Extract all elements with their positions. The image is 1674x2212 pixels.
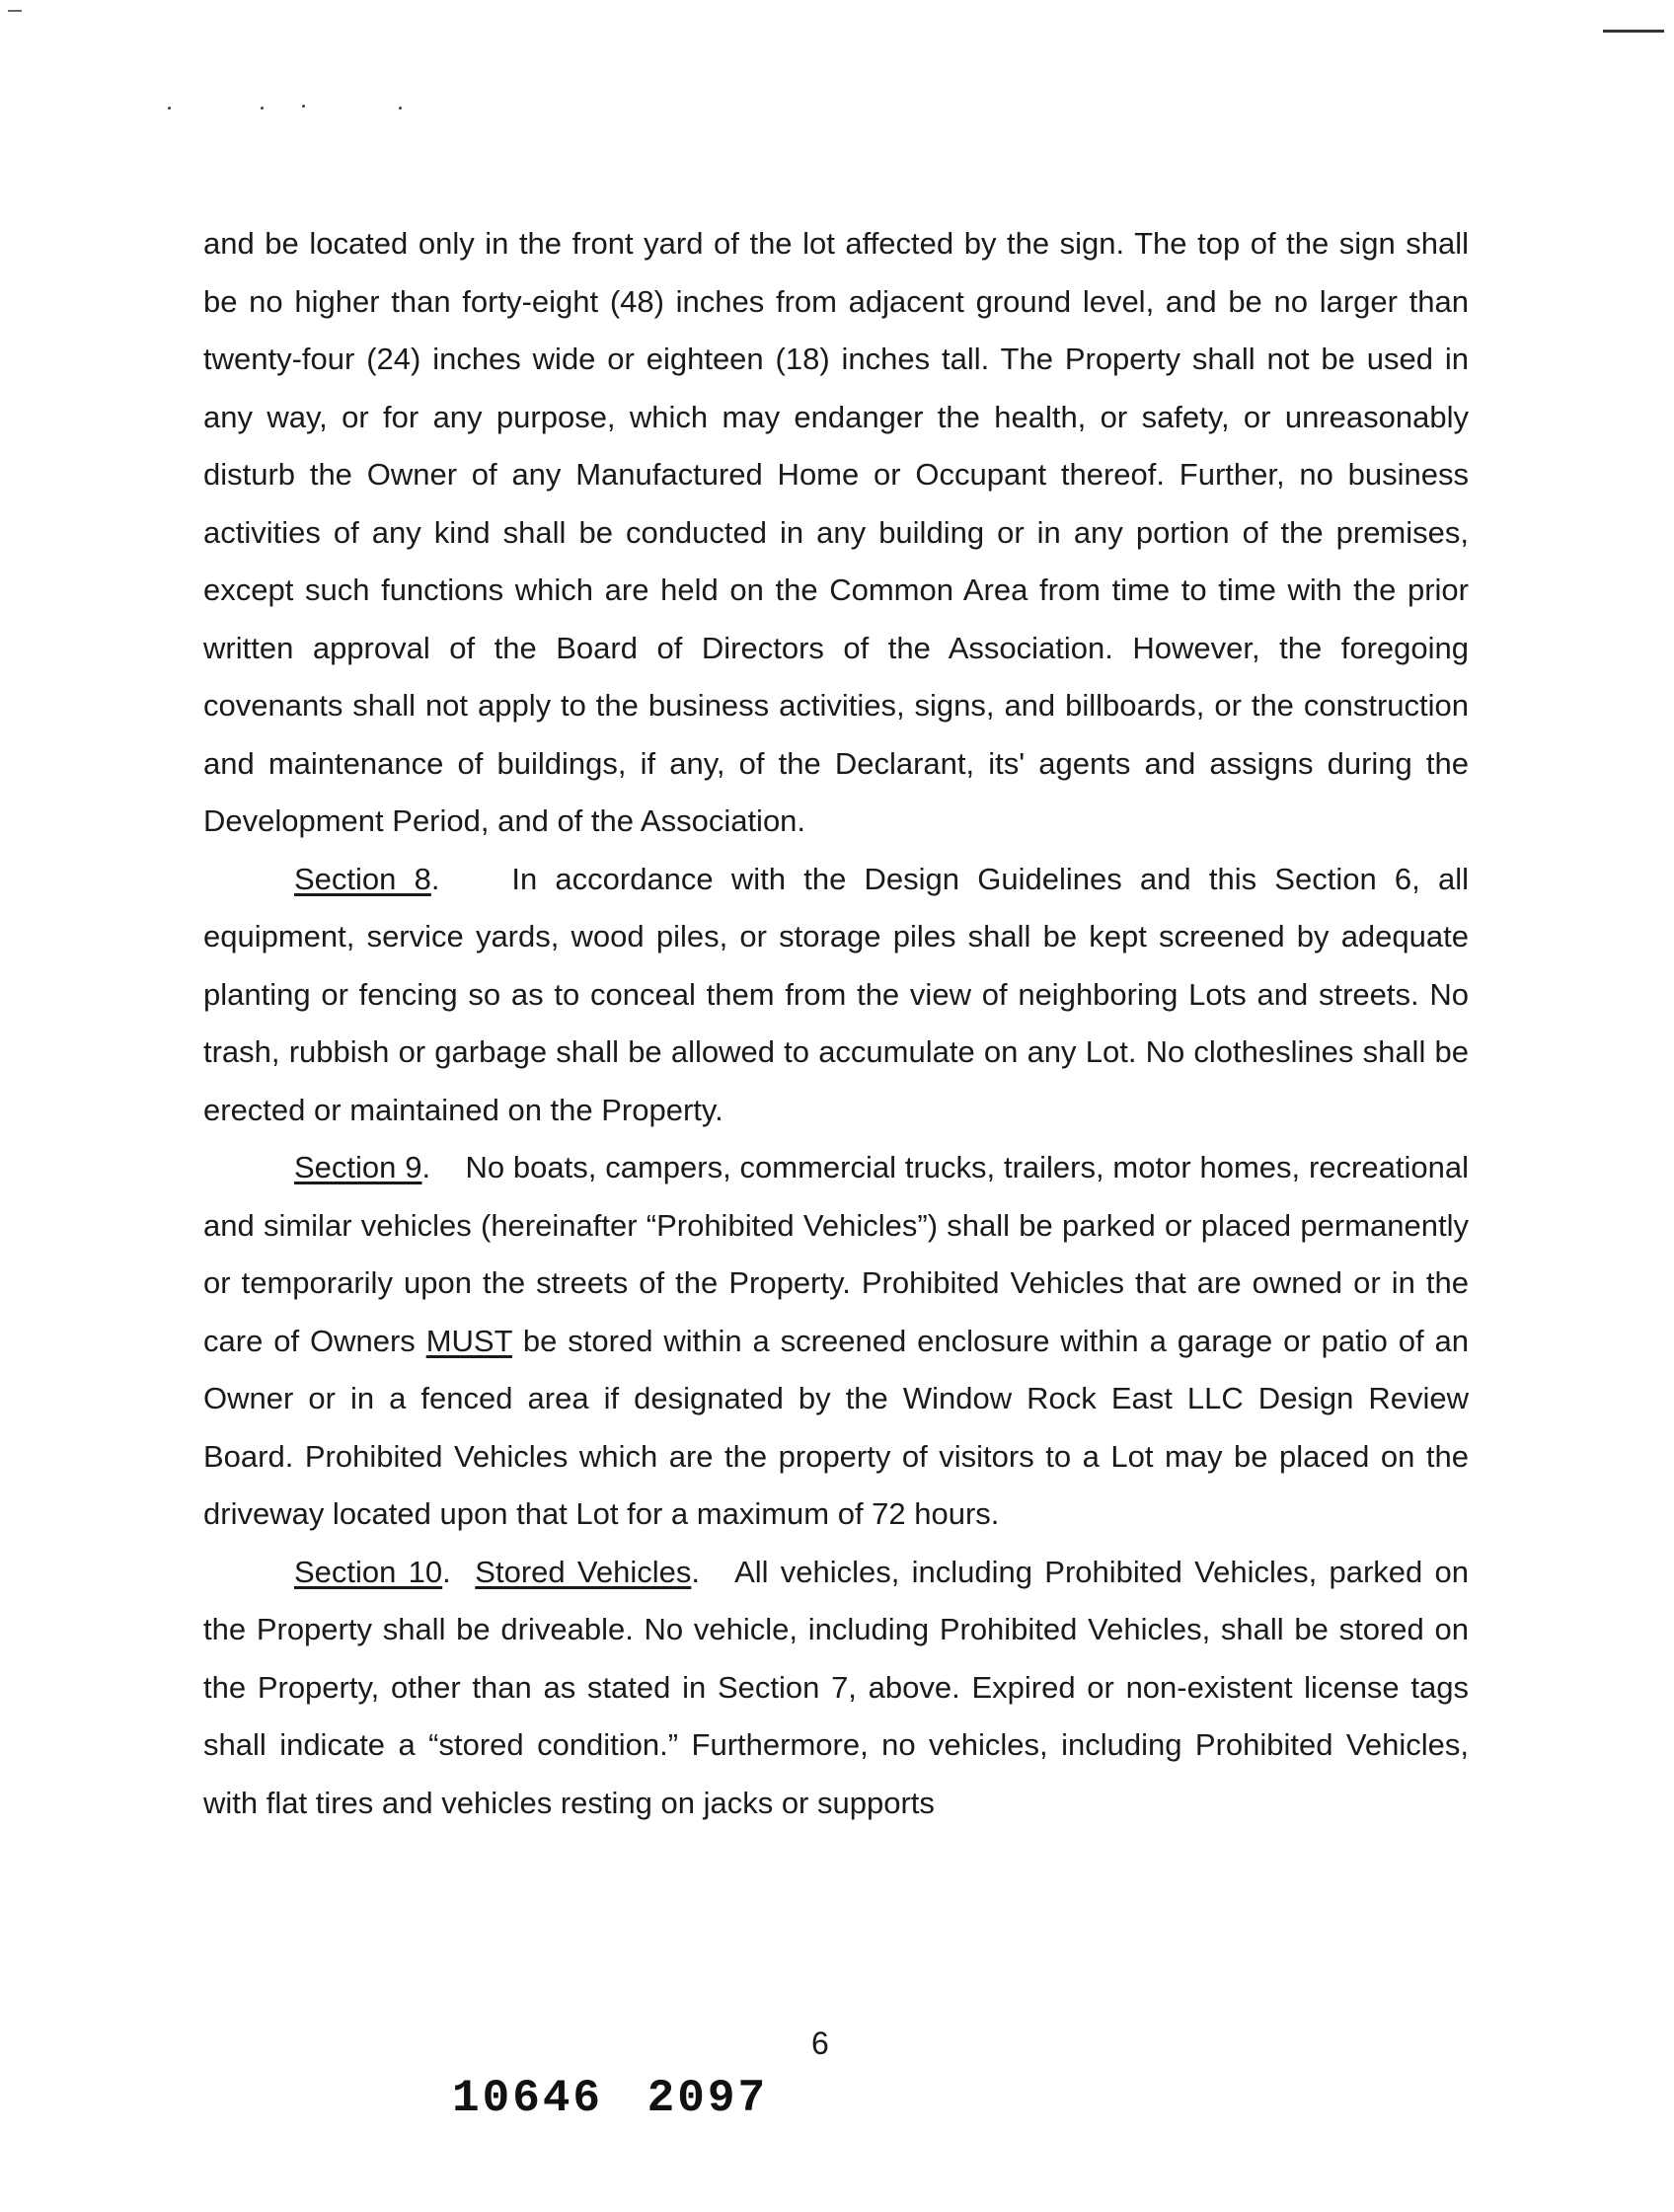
continuation-paragraph: and be located only in the front yard of the lot affected by the sign. The top of the sign shall be no higher than forty-eight (48) inches from adjacent ground level, and be no larger than twenty-four (24) inches wide or eighteen (18) inches tall. The Property shall not be used in any way, or for any purpose, which may endanger the health, or safety, or unreasonably disturb the Owner of any Manufactured Home or Occupant thereof. Further, no business activities of any kind shall be conducted in any building or in any portion of the premises, except such functions which are held on the Common Area from time to time with the prior written approval of the Board of Directors of the Association. However, the foregoing covenants shall not apply to the business activities, signs, and billboards, or the construction and maintenance of buildings, if any, of the Declarant, its' agents and assigns during the Development Period, and of the Association. xyxy=(203,226,1469,838)
section-8-paragraph: Section 8. In accordance with the Design Guidelines and this Section 6, all equipment, service yards, wood piles, or storage piles shall be kept screened by adequate planting or fencing so as to conceal them from the view of neighboring Lots and streets. No trash, rubbish or garbage shall be allowed to accumulate on any Lot. No clotheslines shall be erected or maintained on the Property. xyxy=(203,861,1469,1127)
section-9-text-after: be stored within a screened enclosure within a garage or patio of an Owner or in a fenced area if designated by the Window Rock East LLC Design Review Board. Prohibited Vehicles which are the property of visitors to a Lot may be placed on the driveway located upon that Lot for a maximum of 72 hours. xyxy=(203,1323,1469,1531)
scan-artifact-mark xyxy=(1603,30,1664,33)
scan-artifact-dot xyxy=(302,105,305,108)
page-number: 6 xyxy=(811,2025,829,2061)
section-9-paragraph: Section 9. No boats, campers, commercial trucks, trailers, motor homes, recreational and similar vehicles (hereinafter “Prohibited Vehicles”) shall be parked or placed permanently or temporarily upon the streets of the Property. Prohibited Vehicles that are owned or in the care of Owners MUST be stored within a screened enclosure within a garage or patio of an Owner or in a fenced area if designated by the Window Rock East LLC Design Review Board. Prohibited Vehicles which are the property of visitors to a Lot may be placed on the driveway located upon that Lot for a maximum of 72 hours. xyxy=(203,1150,1469,1531)
section-10-text: All vehicles, including Prohibited Vehicles, parked on the Property shall be driveable. No vehicle, including Prohibited Vehicles, shall be stored on the Property, other than as stated in Section 7, above. Expired or non-existent license tags shall indicate a “stored condition.” Furthermore, no vehicles, including Prohibited Vehicles, with flat tires and vehicles resting on jacks or supports xyxy=(203,1554,1469,1820)
section-10-paragraph: Section 10. Stored Vehicles. All vehicles, including Prohibited Vehicles, parked on the Property shall be driveable. No vehicle, including Prohibited Vehicles, shall be stored on the Property, other than as stated in Section 7, above. Expired or non-existent license tags shall indicate a “stored condition.” Furthermore, no vehicles, including Prohibited Vehicles, with flat tires and vehicles resting on jacks or supports xyxy=(203,1554,1469,1820)
section-10-heading: Section 10 xyxy=(294,1554,443,1589)
scan-artifact-dash xyxy=(8,10,22,12)
section-9-text-before: No boats, campers, commercial trucks, trailers, motor homes, recreational and similar vehicles (hereinafter “Prohibited Vehicles”) shall be parked or placed permanently or temporarily upon the streets of the Property. Prohibited Vehicles that are owned or in the care of Owners xyxy=(203,1150,1469,1358)
scan-artifact-dot xyxy=(399,107,402,110)
section-8-heading: Section 8 xyxy=(294,861,431,896)
book-number: 10646 xyxy=(452,2073,604,2124)
section-9-heading: Section 9 xyxy=(294,1150,422,1184)
scan-artifact-dot xyxy=(261,107,264,110)
section-8-text: In accordance with the Design Guidelines and this Section 6, all equipment, service yards, wood piles, or storage piles shall be kept screened by adequate planting or fencing so as to conceal them from the view of neighboring Lots and streets. No trash, rubbish or garbage shall be allowed to accumulate on any Lot. No clotheslines shall be erected or maintained on the Property. xyxy=(203,861,1469,1127)
section-9-emphasis: MUST xyxy=(425,1323,512,1358)
section-10-title: Stored Vehicles xyxy=(475,1554,692,1589)
book-page-stamp xyxy=(452,2073,768,2124)
scan-artifact-dot xyxy=(168,107,171,110)
book-page-ref: 2097 xyxy=(647,2073,769,2124)
document-body xyxy=(203,215,1469,1832)
